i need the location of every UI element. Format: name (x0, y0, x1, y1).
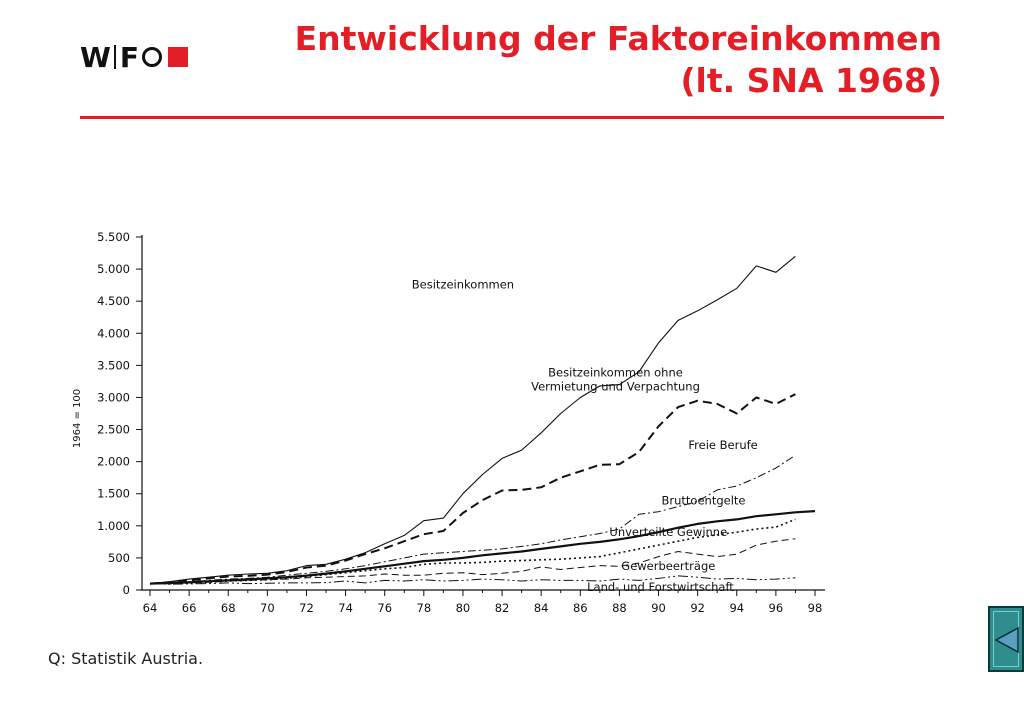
x-tick-label: 66 (181, 601, 197, 615)
series-label: Land- und Forstwirtschaft (587, 579, 734, 594)
x-tick-label: 96 (768, 601, 784, 615)
x-tick-label: 90 (651, 601, 666, 615)
x-tick-label: 70 (260, 601, 275, 615)
y-tick-label: 3.500 (97, 358, 130, 373)
x-tick-label: 74 (338, 601, 353, 615)
x-tick-label: 88 (612, 601, 627, 615)
series-label: Unverteilte Gewinne (609, 525, 728, 540)
title-line-1: Entwicklung der Faktoreinkommen (294, 19, 942, 58)
x-tick-label: 72 (299, 601, 314, 615)
title-line-2: (lt. SNA 1968) (680, 61, 942, 100)
x-tick-label: 92 (690, 601, 705, 615)
series-label: Besitzeinkommen ohne (548, 365, 683, 380)
y-tick-label: 0 (122, 583, 130, 597)
series-label: Gewerbeerträge (621, 559, 716, 574)
y-tick-label: 3.000 (97, 390, 130, 405)
logo-circle (142, 47, 162, 67)
y-tick-label: 500 (108, 550, 130, 565)
y-tick-label: 2.500 (97, 422, 130, 437)
series-line-2 (150, 394, 795, 583)
series-label: Bruttoentgelte (661, 493, 746, 508)
y-tick-label: 2.000 (97, 454, 130, 469)
x-tick-label: 64 (142, 601, 158, 615)
source-note: Q: Statistik Austria. (48, 649, 204, 668)
y-tick-label: 5.000 (97, 262, 130, 277)
logo-bar (114, 45, 116, 69)
series-label: Vermietung und Verpachtung (531, 379, 700, 394)
x-tick-label: 76 (377, 601, 393, 615)
series-label: Freie Berufe (688, 437, 758, 452)
page-title (295, 18, 942, 102)
line-chart (40, 215, 840, 625)
logo-letter-f: F (119, 40, 140, 74)
back-triangle-icon (994, 626, 1020, 654)
x-tick-label: 68 (220, 601, 236, 615)
x-tick-label: 86 (572, 601, 588, 615)
y-axis-label: 1964 = 100 (72, 388, 83, 449)
y-tick-label: 4.000 (97, 326, 130, 341)
x-tick-label: 98 (807, 601, 823, 615)
y-tick-label: 1.000 (97, 518, 130, 533)
x-tick-label: 84 (533, 601, 549, 615)
x-tick-label: 94 (729, 601, 745, 615)
y-tick-label: 4.500 (97, 294, 130, 309)
logo-square (168, 47, 188, 67)
y-tick-label: 1.500 (97, 486, 130, 501)
wifo-logo (80, 42, 188, 72)
back-button[interactable] (988, 606, 1024, 672)
title-divider (80, 116, 944, 119)
x-tick-label: 78 (416, 601, 432, 615)
y-tick-label: 5.500 (97, 230, 130, 244)
logo-letter-w: W (80, 40, 111, 74)
x-tick-label: 80 (455, 601, 471, 615)
x-tick-label: 82 (494, 601, 510, 615)
series-label: Besitzeinkommen (411, 277, 515, 292)
